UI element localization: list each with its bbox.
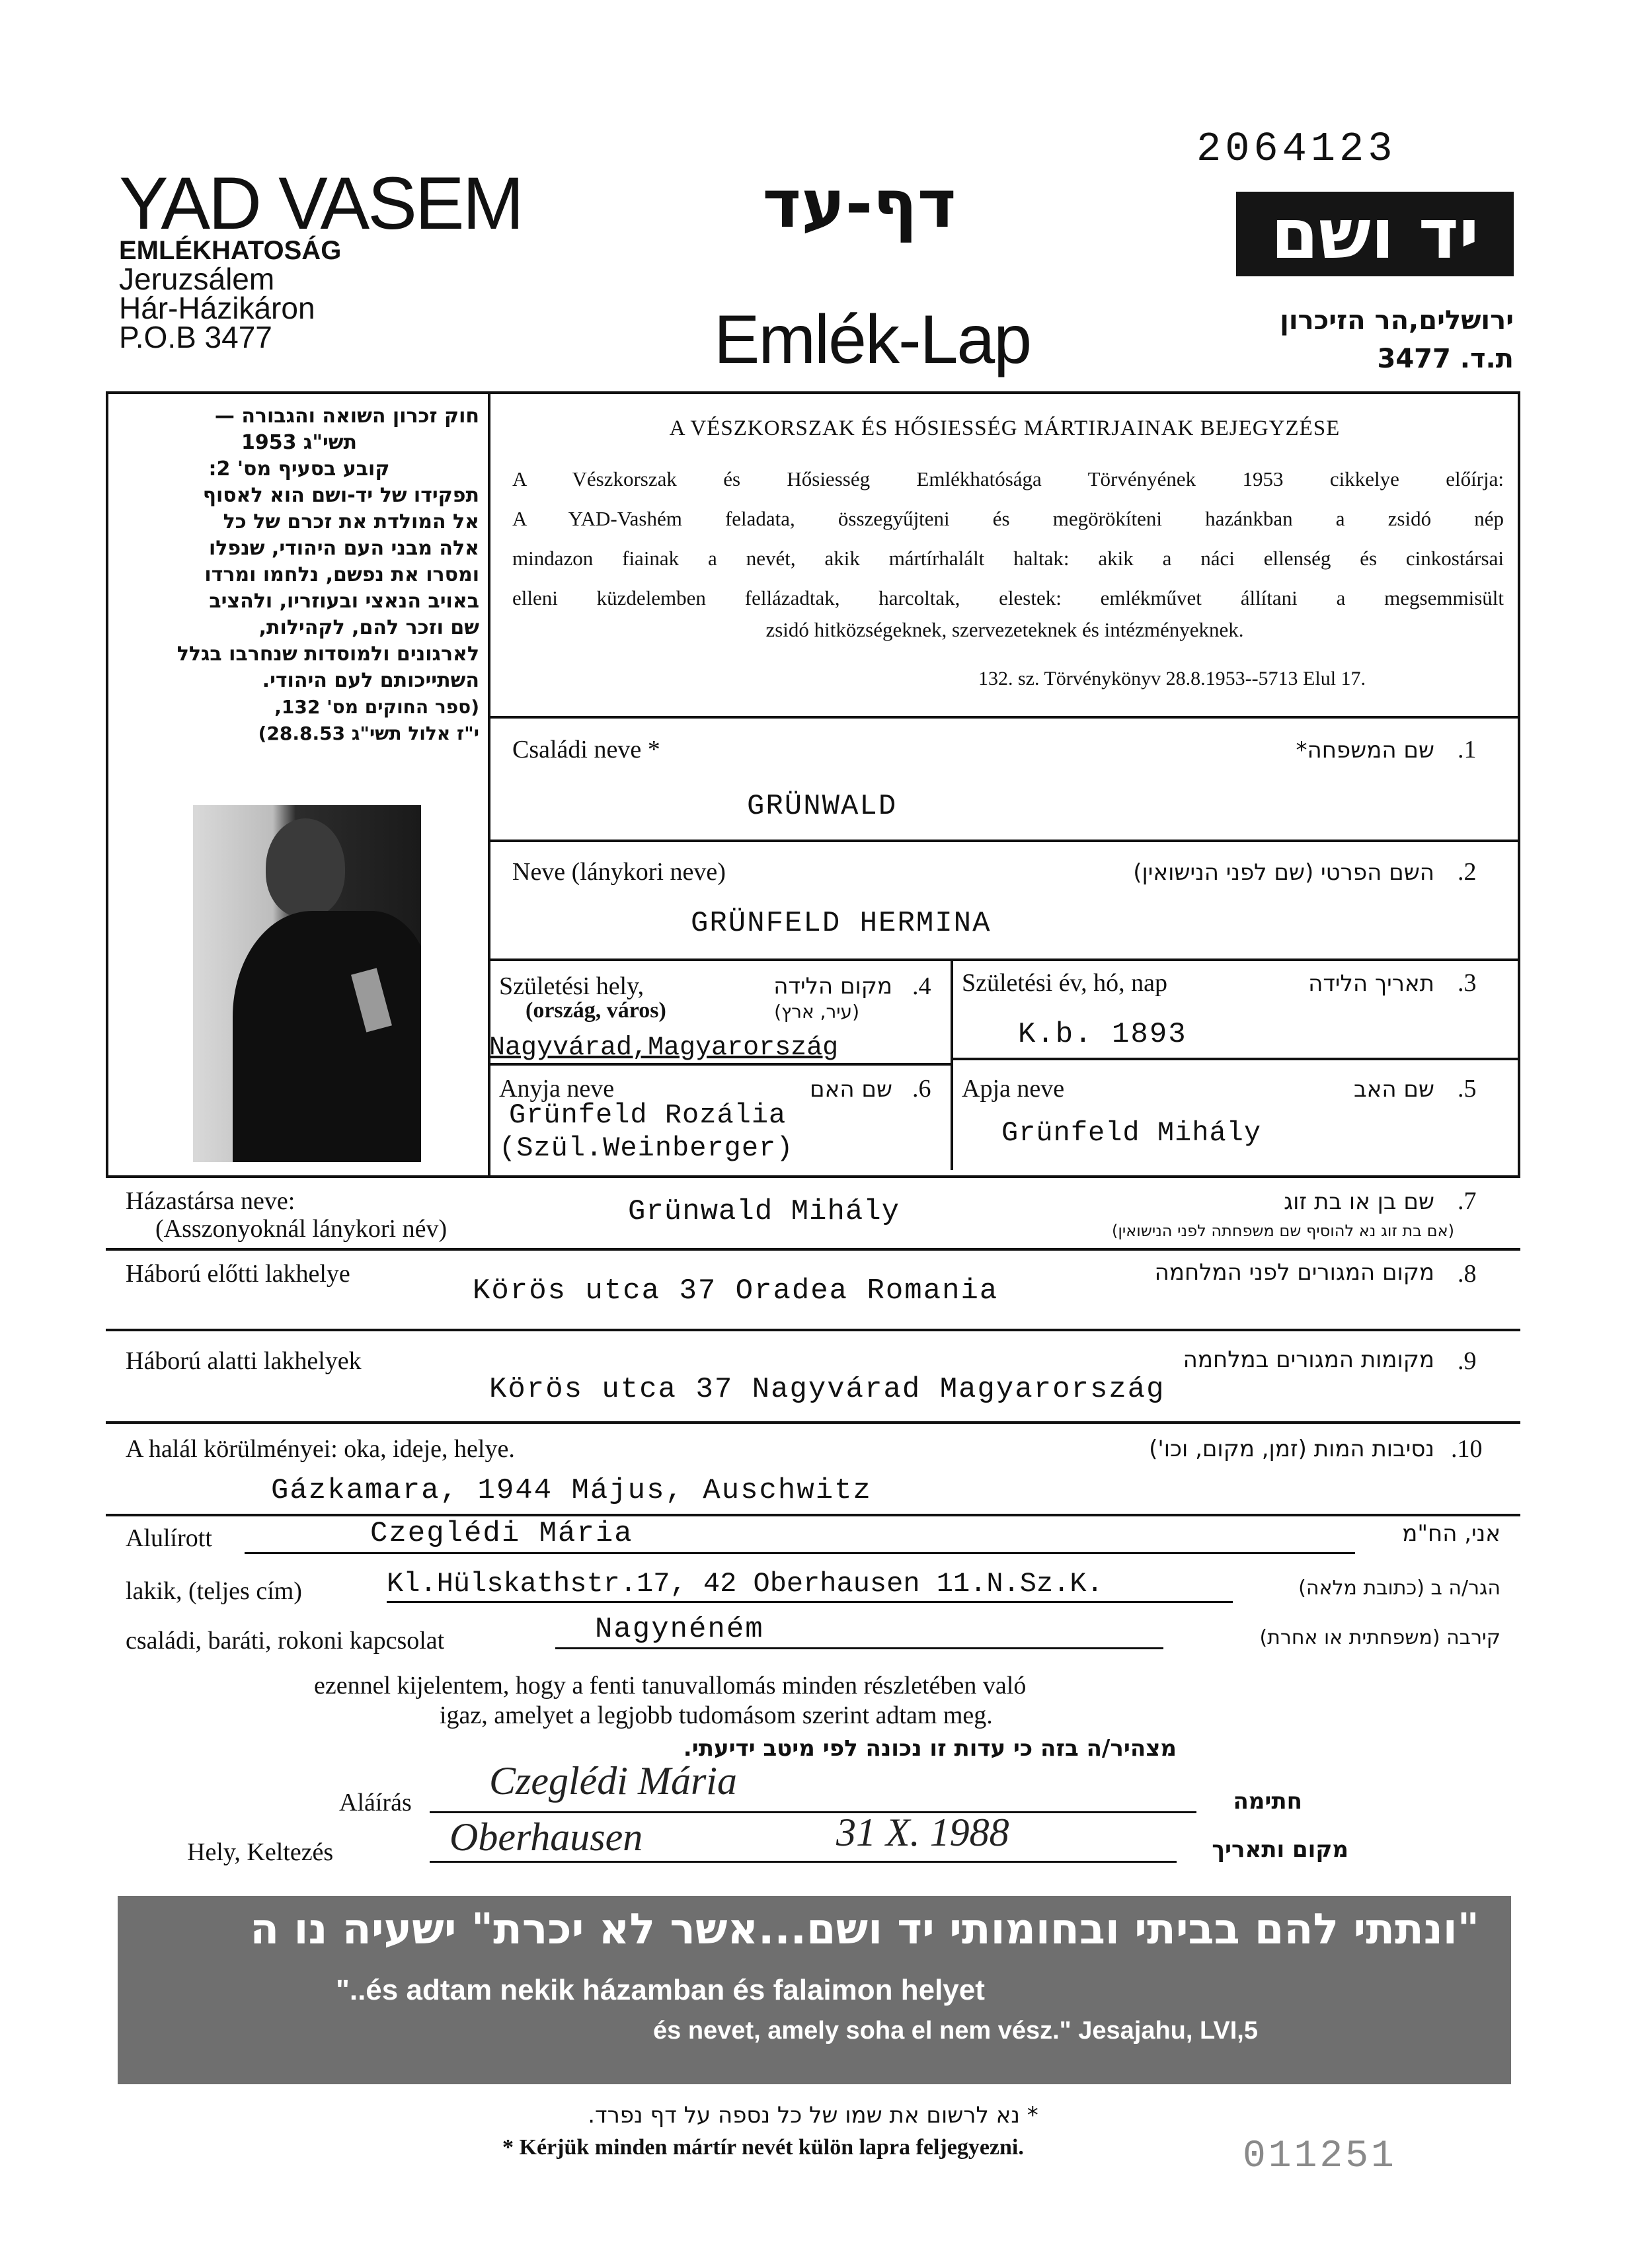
declarant-name-value: Czeglédi Mária (370, 1517, 633, 1550)
field-number: .8 (1458, 1260, 1477, 1288)
divider (106, 1421, 1520, 1424)
intro-title: A VÉSZKORSZAK ÉS HŐSIESSÉG MÁRTIRJAINAK BEJEGYZÉSE (669, 416, 1341, 440)
law-line: לארגונים ולמוסדות שנחרבו בגלל (176, 643, 479, 666)
place-date-hebrew: מקום ותאריך (1212, 1836, 1348, 1863)
law-line: אלה מבני העם היהודי, שנפלו (208, 537, 479, 560)
divider-vertical (951, 958, 953, 1170)
father-name-value: Grünfeld Mihály (1001, 1117, 1262, 1149)
given-name-value: GRÜNFELD HERMINA (691, 907, 992, 940)
spouse-name-hebrew: שם בן או בת זוג (1284, 1189, 1434, 1215)
divider (106, 1248, 1520, 1251)
divider (488, 840, 1520, 842)
law-box (119, 403, 479, 747)
signature-label: Aláírás (339, 1789, 412, 1817)
signature: Czeglédi Mária (489, 1759, 737, 1803)
org-sub: EMLÉKHATOSÁG (119, 236, 342, 265)
father-name-hebrew: שם האב (1353, 1076, 1434, 1103)
place-date-label: Hely, Keltezés (187, 1838, 334, 1866)
mother-maiden-value: (Szül.Weinberger) (499, 1132, 794, 1164)
mother-name-value: Grünfeld Rozália (509, 1099, 787, 1131)
logo-text: יד ושם (1270, 194, 1479, 274)
underline (555, 1647, 1163, 1649)
declarant-address-label: lakik, (teljes cím) (126, 1577, 302, 1605)
date-value: 31 X. 1988 (836, 1811, 1009, 1854)
family-name-label: Családi neve * (512, 736, 660, 763)
footer-note: * Kérjük minden mártír nevét külön lapra feljegyezni. (502, 2135, 1024, 2160)
divider (488, 716, 1520, 719)
declarant-name-label: Alulírott (126, 1524, 212, 1552)
field-number: .5 (1458, 1075, 1477, 1103)
right-pob-hebrew: ת.ד. 3477 (1377, 344, 1514, 374)
victim-photo (193, 805, 421, 1162)
footer-hebrew: * נא לרשום את שמו של כל נספה על דף נפרד. (588, 2102, 1038, 2129)
law-line: באויב הנאצי ובעוזריו, ולהציב (209, 590, 479, 613)
declaration-text: ezennel kijelentem, hogy a fenti tanuvallomás minden részletében való (314, 1672, 1027, 1700)
birthplace-value: Nagyvárad,Magyarország (489, 1033, 839, 1063)
law-line: השתייכותם לעם היהודי. (262, 669, 479, 692)
relationship-value: Nagynéném (595, 1613, 764, 1646)
underline (245, 1552, 1355, 1554)
field-number: .3 (1458, 969, 1477, 997)
field-number: .6 (912, 1075, 931, 1103)
org-name: YAD VASEM (119, 162, 522, 245)
declaration-hebrew: מצהיר/ה בזה כי עדות זו נכונה לפי מיטב ידיעתי. (683, 1735, 1177, 1762)
intro-line: A YAD-Vashém feladata, összegyűjteni és megörökíteni hazánkban a zsidó nép (512, 507, 1504, 530)
law-line: ומסרו את נפשם, נלחמו ומרדו (204, 563, 479, 586)
spouse-name-value: Grünwald Mihály (628, 1195, 900, 1228)
spouse-name-hebrew-sub: (אם בת זוג נא להוסיף שם משפחתה לפני הנישואין) (1111, 1222, 1454, 1240)
right-address-hebrew: ירושלים,הר הזיכרון (1280, 305, 1514, 336)
place-value: Oberhausen (449, 1815, 643, 1859)
banner-line2: és nevet, amely soha el nem vész." Jesajahu, LVI,5 (653, 2017, 1258, 2045)
photo-head (266, 818, 345, 918)
given-name-hebrew: השם הפרטי (שם לפני הנישואין) (1133, 859, 1434, 886)
underline (430, 1861, 1177, 1863)
law-line: אל המולדת את זכרם של כל (223, 510, 479, 533)
intro-line: elleni küzdelemben fellázadtak, harcoltak, elestek: emlékművet állítani a megsemmisült (512, 586, 1504, 609)
law-line: תפקידו של יד-ושם הוא לאסוף (202, 484, 479, 507)
wartime-residence-label: Háború alatti lakhelyek (126, 1347, 362, 1375)
intro-citation: 132. sz. Törvénykönyv 28.8.1953--5713 Elul 17. (978, 668, 1366, 689)
doc-number: 2064123 (1196, 126, 1397, 173)
org-pob: P.O.B 3477 (119, 320, 272, 354)
field-number: .7 (1458, 1187, 1477, 1215)
title-hebrew: דף-עד (762, 165, 956, 243)
field-number: .10 (1451, 1435, 1483, 1463)
page-title: Emlék-Lap (714, 301, 1031, 378)
law-line: (ספר החוקים מס' 132, (274, 696, 479, 718)
org-mount: Hár-Házikáron (119, 291, 315, 325)
divider (106, 1514, 1520, 1516)
birthplace-label-sub: (ország, város) (526, 998, 666, 1023)
declaration-text: igaz, amelyet a legjobb tudomásom szerint adtam meg. (440, 1701, 993, 1729)
birthdate-hebrew: תאריך הלידה (1308, 970, 1434, 997)
spouse-name-label: Házastársa neve: (126, 1187, 295, 1215)
divider (106, 1329, 1520, 1331)
death-circumstances-hebrew: נסיבות המות (זמן, מקום, וכו') (1149, 1436, 1434, 1462)
declarant-address-value: Kl.Hülskathstr.17, 42 Oberhausen 11.N.Sz.K. (387, 1568, 1103, 1600)
wartime-residence-value: Körös utca 37 Nagyvárad Magyarország (489, 1373, 1165, 1406)
banner-line1: "..és adtam nekik házamban és falaimon helyet (336, 1974, 985, 2006)
spouse-name-label-sub: (Asszonyoknál lánykori név) (155, 1215, 448, 1243)
field-number: .4 (912, 972, 931, 1000)
birthplace-hebrew-sub: (עיר, ארץ) (774, 1001, 859, 1023)
birthdate-value: K.b. 1893 (1018, 1018, 1187, 1051)
family-name-value: GRÜNWALD (747, 790, 898, 823)
banner-hebrew: "ונתתי להם בביתי ובחומותי יד ושם...אשר לא יכרת" ישעיה נו ה (250, 1905, 1479, 1954)
death-circumstances-label: A halál körülményei: oka, ideje, helye. (126, 1435, 515, 1463)
law-line: י"ז אלול תשי"ג 28.8.53) (258, 723, 479, 744)
birthplace-hebrew: מקום הלידה (773, 973, 892, 999)
birthdate-label: Születési év, hó, nap (962, 969, 1167, 997)
intro-text (512, 459, 1504, 618)
signature-hebrew: חתימה (1233, 1788, 1302, 1815)
intro-line: zsidó hitközségeknek, szervezeteknek és intézményeknek. (765, 618, 1244, 641)
law-line: שם וזכר להם, לקהילות, (258, 616, 479, 639)
logo (1236, 192, 1514, 276)
law-line: חוק זכרון השואה והגבורה — (214, 405, 479, 428)
frame-top (106, 391, 1520, 394)
org-city: Jeruzsálem (119, 262, 275, 296)
father-name-label: Apja neve (962, 1075, 1065, 1103)
declarant-address-hebrew: הגר/ה ב (כתובת מלאה) (1298, 1577, 1501, 1600)
divider (488, 1063, 951, 1066)
frame-bottom (106, 1175, 1520, 1178)
family-name-hebrew: שם המשפחה* (1296, 737, 1434, 763)
underline (387, 1601, 1233, 1603)
frame-left (106, 391, 108, 1178)
intro-line: A Vészkorszak és Hősiesség Emlékhatósága Törvényének 1953 cikkelye előírja: (512, 467, 1504, 490)
given-name-label: Neve (lánykori neve) (512, 858, 726, 886)
prewar-residence-hebrew: מקום המגורים לפני המלחמה (1154, 1259, 1434, 1286)
field-number: .1 (1458, 736, 1477, 763)
mother-name-hebrew: שם האם (810, 1076, 892, 1103)
relationship-label: családi, baráti, rokoni kapcsolat (126, 1627, 445, 1655)
intro-line: mindazon fiainak a nevét, akik mártírhalált haltak: akik a náci ellenség és cinkostársai (512, 547, 1504, 570)
divider (951, 1058, 1520, 1060)
underline (430, 1811, 1196, 1813)
law-line: קובע בסעיף מס' 2: (208, 457, 390, 481)
death-circumstances-value: Gázkamara, 1944 Május, Auschwitz (271, 1474, 872, 1507)
prewar-residence-label: Háború előtti lakhelye (126, 1260, 350, 1288)
org-block (119, 162, 522, 354)
divider (488, 958, 1520, 961)
relationship-hebrew: קירבה (משפחתית או אחרת) (1259, 1626, 1501, 1649)
quote-banner (118, 1896, 1511, 2084)
field-number: .2 (1458, 858, 1477, 886)
field-number: .9 (1458, 1347, 1477, 1375)
wartime-residence-hebrew: מקומות המגורים במלחמה (1183, 1347, 1434, 1373)
prewar-residence-value: Körös utca 37 Oradea Romania (473, 1274, 999, 1308)
law-line: תשי"ג 1953 (241, 431, 358, 454)
archive-stamp: 011251 (1243, 2135, 1397, 2178)
birthplace-label: Születési hely, (499, 972, 644, 1000)
declarant-name-hebrew: אני, הח"מ (1402, 1520, 1501, 1547)
photo-body (233, 911, 421, 1162)
mother-name-label: Anyja neve (499, 1075, 615, 1103)
